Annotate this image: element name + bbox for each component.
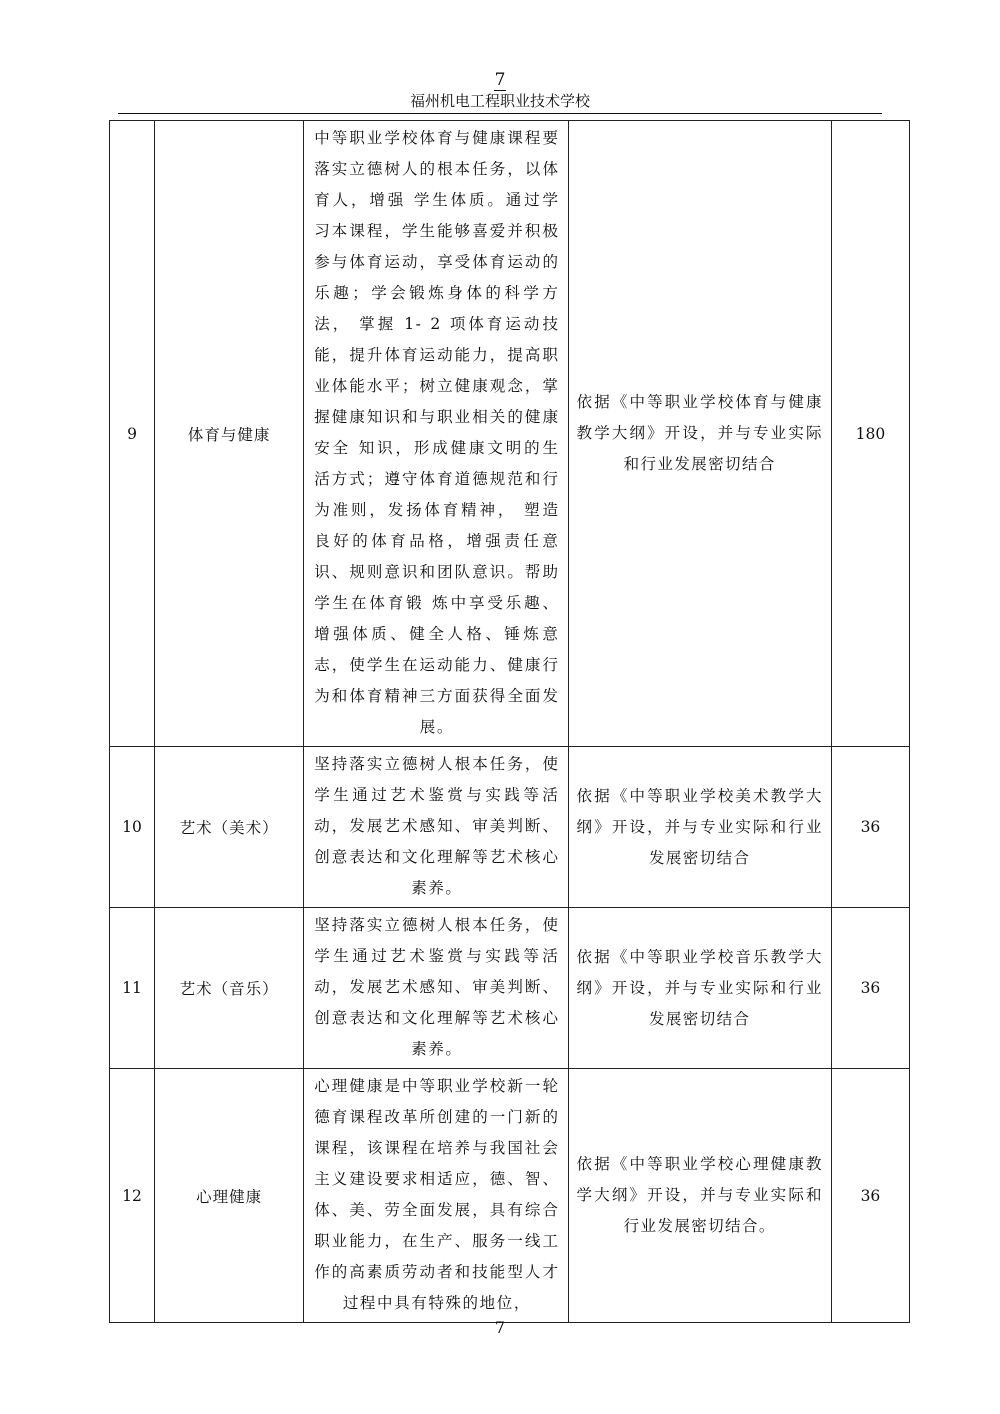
course-hours: 180: [831, 121, 909, 747]
course-basis: 依据《中等职业学校音乐教学大纲》开设，并与专业实际和行业发展密切结合: [576, 947, 823, 1028]
course-name: 艺术（美术）: [155, 747, 304, 908]
course-hours: 36: [831, 908, 909, 1069]
course-basis-cell: [568, 908, 831, 1069]
course-objectives: 心理健康是中等职业学校新一轮德育课程改革所创建的一门新的课程，该课程在培养与我国社会主义建设要求相适应，德、智、体、美、劳全面发展，具有综合职业能力，在生产、服务一线工作的高素质劳动者和技能型人才过程中具有特殊的地位，: [314, 1077, 560, 1312]
course-basis-cell: [568, 121, 831, 747]
course-name: 艺术（音乐）: [155, 908, 304, 1069]
course-objectives-cell: [304, 121, 568, 747]
course-basis-cell: [568, 1069, 831, 1323]
course-hours: 36: [831, 747, 909, 908]
course-number: 12: [110, 1069, 155, 1323]
curriculum-table: [109, 120, 910, 1323]
course-number: 11: [110, 908, 155, 1069]
course-basis: 依据《中等职业学校体育与健康教学大纲》开设，并与专业实际和行业发展密切结合: [576, 393, 823, 473]
course-basis: 依据《中等职业学校美术教学大纲》开设，并与专业实际和行业发展密切结合: [576, 786, 823, 867]
table-row: [110, 1069, 910, 1323]
table-row: [110, 747, 910, 908]
course-basis-cell: [568, 747, 831, 908]
course-objectives: 中等职业学校体育与健康课程要落实立德树人的根本任务，以体育人，增强 学生体质。通过学习本课程，学生能够喜爱并积极参与体育运动，享受体育运动的乐趣；学会锻炼身体的科学方法， 掌握 1- 2 项体育运动技能，提升体育运动能力，提高职业体能水平；树立健康观念，掌握健康知识和与职业相关的健康安全 知识，形成健康文明的生活方式；遵守体育道德规范和行为准则，发扬体育精神， 塑造良好的体育品格，增强责任意识、规则意识和团队意识。帮助学生在体育锻 炼中享受乐趣、增强体质、健全人格、锤炼意志，使学生在运动能力、健康行为和体育精神三方面获得全面发展。: [314, 129, 560, 736]
course-hours: 36: [831, 1069, 909, 1323]
course-objectives-cell: [304, 908, 568, 1069]
course-number: 9: [110, 121, 155, 747]
course-objectives: 坚持落实立德树人根本任务，使学生通过艺术鉴赏与实践等活动，发展艺术感知、审美判断、创意表达和文化理解等艺术核心素养。: [314, 755, 560, 897]
course-number: 10: [110, 747, 155, 908]
header-page-number: 7: [494, 70, 506, 90]
footer-page-number: 7: [494, 1318, 506, 1337]
table-row: [110, 908, 910, 1069]
course-objectives-cell: [304, 1069, 568, 1323]
course-objectives-cell: [304, 747, 568, 908]
table-row: [110, 121, 910, 747]
course-name: 体育与健康: [155, 121, 304, 747]
course-name: 心理健康: [155, 1069, 304, 1323]
course-basis: 依据《中等职业学校心理健康教学大纲》开设，并与专业实际和行业发展密切结合。: [576, 1155, 823, 1235]
header-divider: [118, 113, 882, 114]
header-school-name: 福州机电工程职业技术学校: [409, 92, 590, 110]
course-objectives: 坚持落实立德树人根本任务，使学生通过艺术鉴赏与实践等活动，发展艺术感知、审美判断、创意表达和文化理解等艺术核心素养。: [314, 916, 560, 1058]
